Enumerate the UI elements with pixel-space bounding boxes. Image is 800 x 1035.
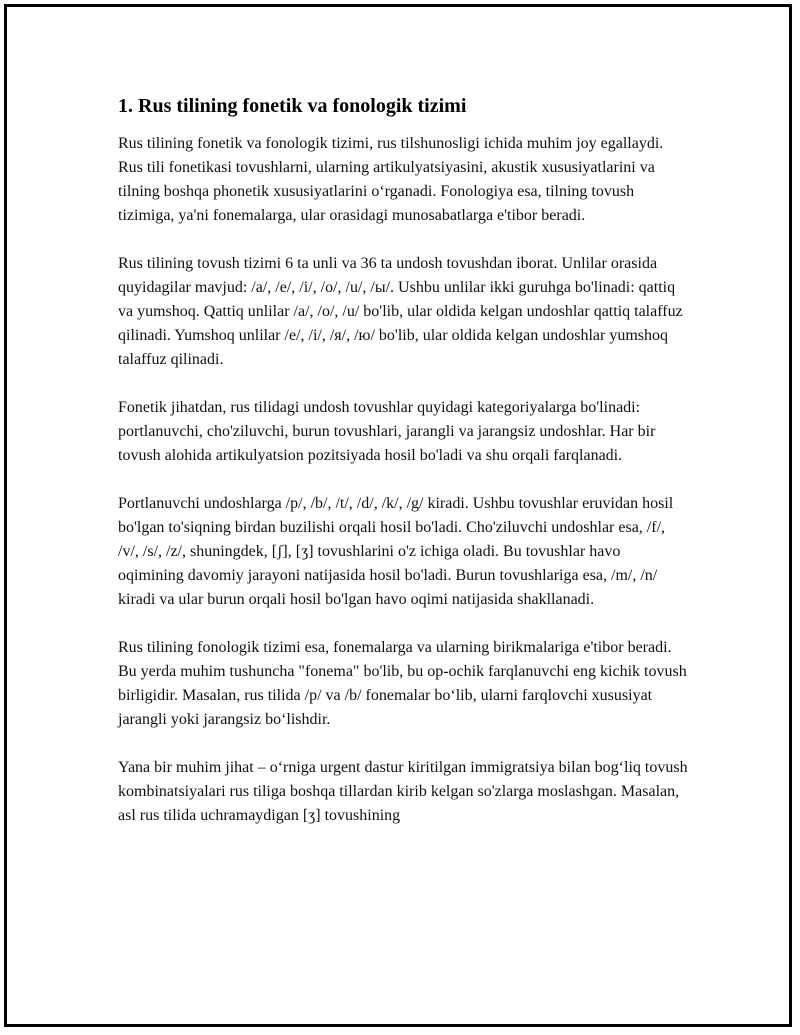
paragraph-4: Portlanuvchi undoshlarga /p/, /b/, /t/, /d/, /k/, /g/ kiradi. Ushbu tovushlar eruvidan hosil bo'lgan to'siqning birdan buzilishi orqali hosil bo'ladi. Cho'ziluvchi undoshlar esa, /f/, /v/, /s/, /z/, shuningdek, [ʃ], [ʒ] tovushlarini o'z ichiga oladi. Bu tovushlar havo oqimining davomiy jarayoni natijasida hosil bo'ladi. Burun tovushlariga esa, /m/, /n/ kiradi va ular burun orqali hosil bo'lgan havo oqimi natijasida shakllanadi. — [118, 495, 674, 608]
paragraph-1: Rus tilining fonetik va fonologik tizimi, rus tilshunosligi ichida muhim joy egallaydi. Rus tili fonetikasi tovushlarni, ularning artikulyatsiyasini, akustik xususiyatlarini va tilning boshqa phonetik xususiyatlarini oʻrganadi. Fonologiya esa, tilning tovush tizimiga, ya'ni fonemalarga, ular orasidagi munosabatlarga e'tibor beradi. — [118, 135, 664, 224]
section-heading: 1. Rus tilining fonetik va fonologik tizimi — [118, 95, 467, 117]
paragraph-5: Rus tilining fonologik tizimi esa, fonemalarga va ularning birikmalariga e'tibor beradi. Bu yerda muhim tushuncha "fonema" bo'lib, bu op-ochik farqlanuvchi eng kichik tovush birligidir. Masalan, rus tilida /p/ va /b/ fonemalar boʻlib, ularni farqlovchi xususiyat jarangli yoki jarangsiz boʻlishdir. — [118, 639, 687, 728]
paragraph-2: Rus tilining tovush tizimi 6 ta unli va 36 ta undosh tovushdan iborat. Unlilar orasida quyidagilar mavjud: /а/, /е/, /і/, /о/, /u/, /ы/. Ushbu unlilar ikki guruhga bo'linadi: qattiq va yumshoq. Qattiq unlilar /а/, /о/, /u/ bo'lib, ular oldida kelgan undoshlar qattiq talaffuz qilinadi. Yumshoq unlilar /е/, /і/, /я/, /ю/ bo'lib, ular oldida kelgan undoshlar yumshoq talaffuz qilinadi. — [118, 255, 683, 368]
document-body — [118, 92, 688, 852]
paragraph-6: Yana bir muhim jihat – oʻrniga urgent dastur kiritilgan immigratsiya bilan bogʻliq tovush kombinatsiyalari rus tiliga boshqa tillardan kirib kelgan so'zlarga moslashgan. Masalan, asl rus tilida uchramaydigan [ʒ] tovushining — [118, 759, 688, 824]
paragraph-3: Fonetik jihatdan, rus tilidagi undosh tovushlar quyidagi kategoriyalarga bo'linadi: portlanuvchi, cho'ziluvchi, burun tovushlari, jarangli va jarangsiz undoshlar. Har bir tovush alohida artikulyatsion pozitsiyada hosil bo'ladi va shu orqali farqlanadi. — [118, 399, 656, 464]
